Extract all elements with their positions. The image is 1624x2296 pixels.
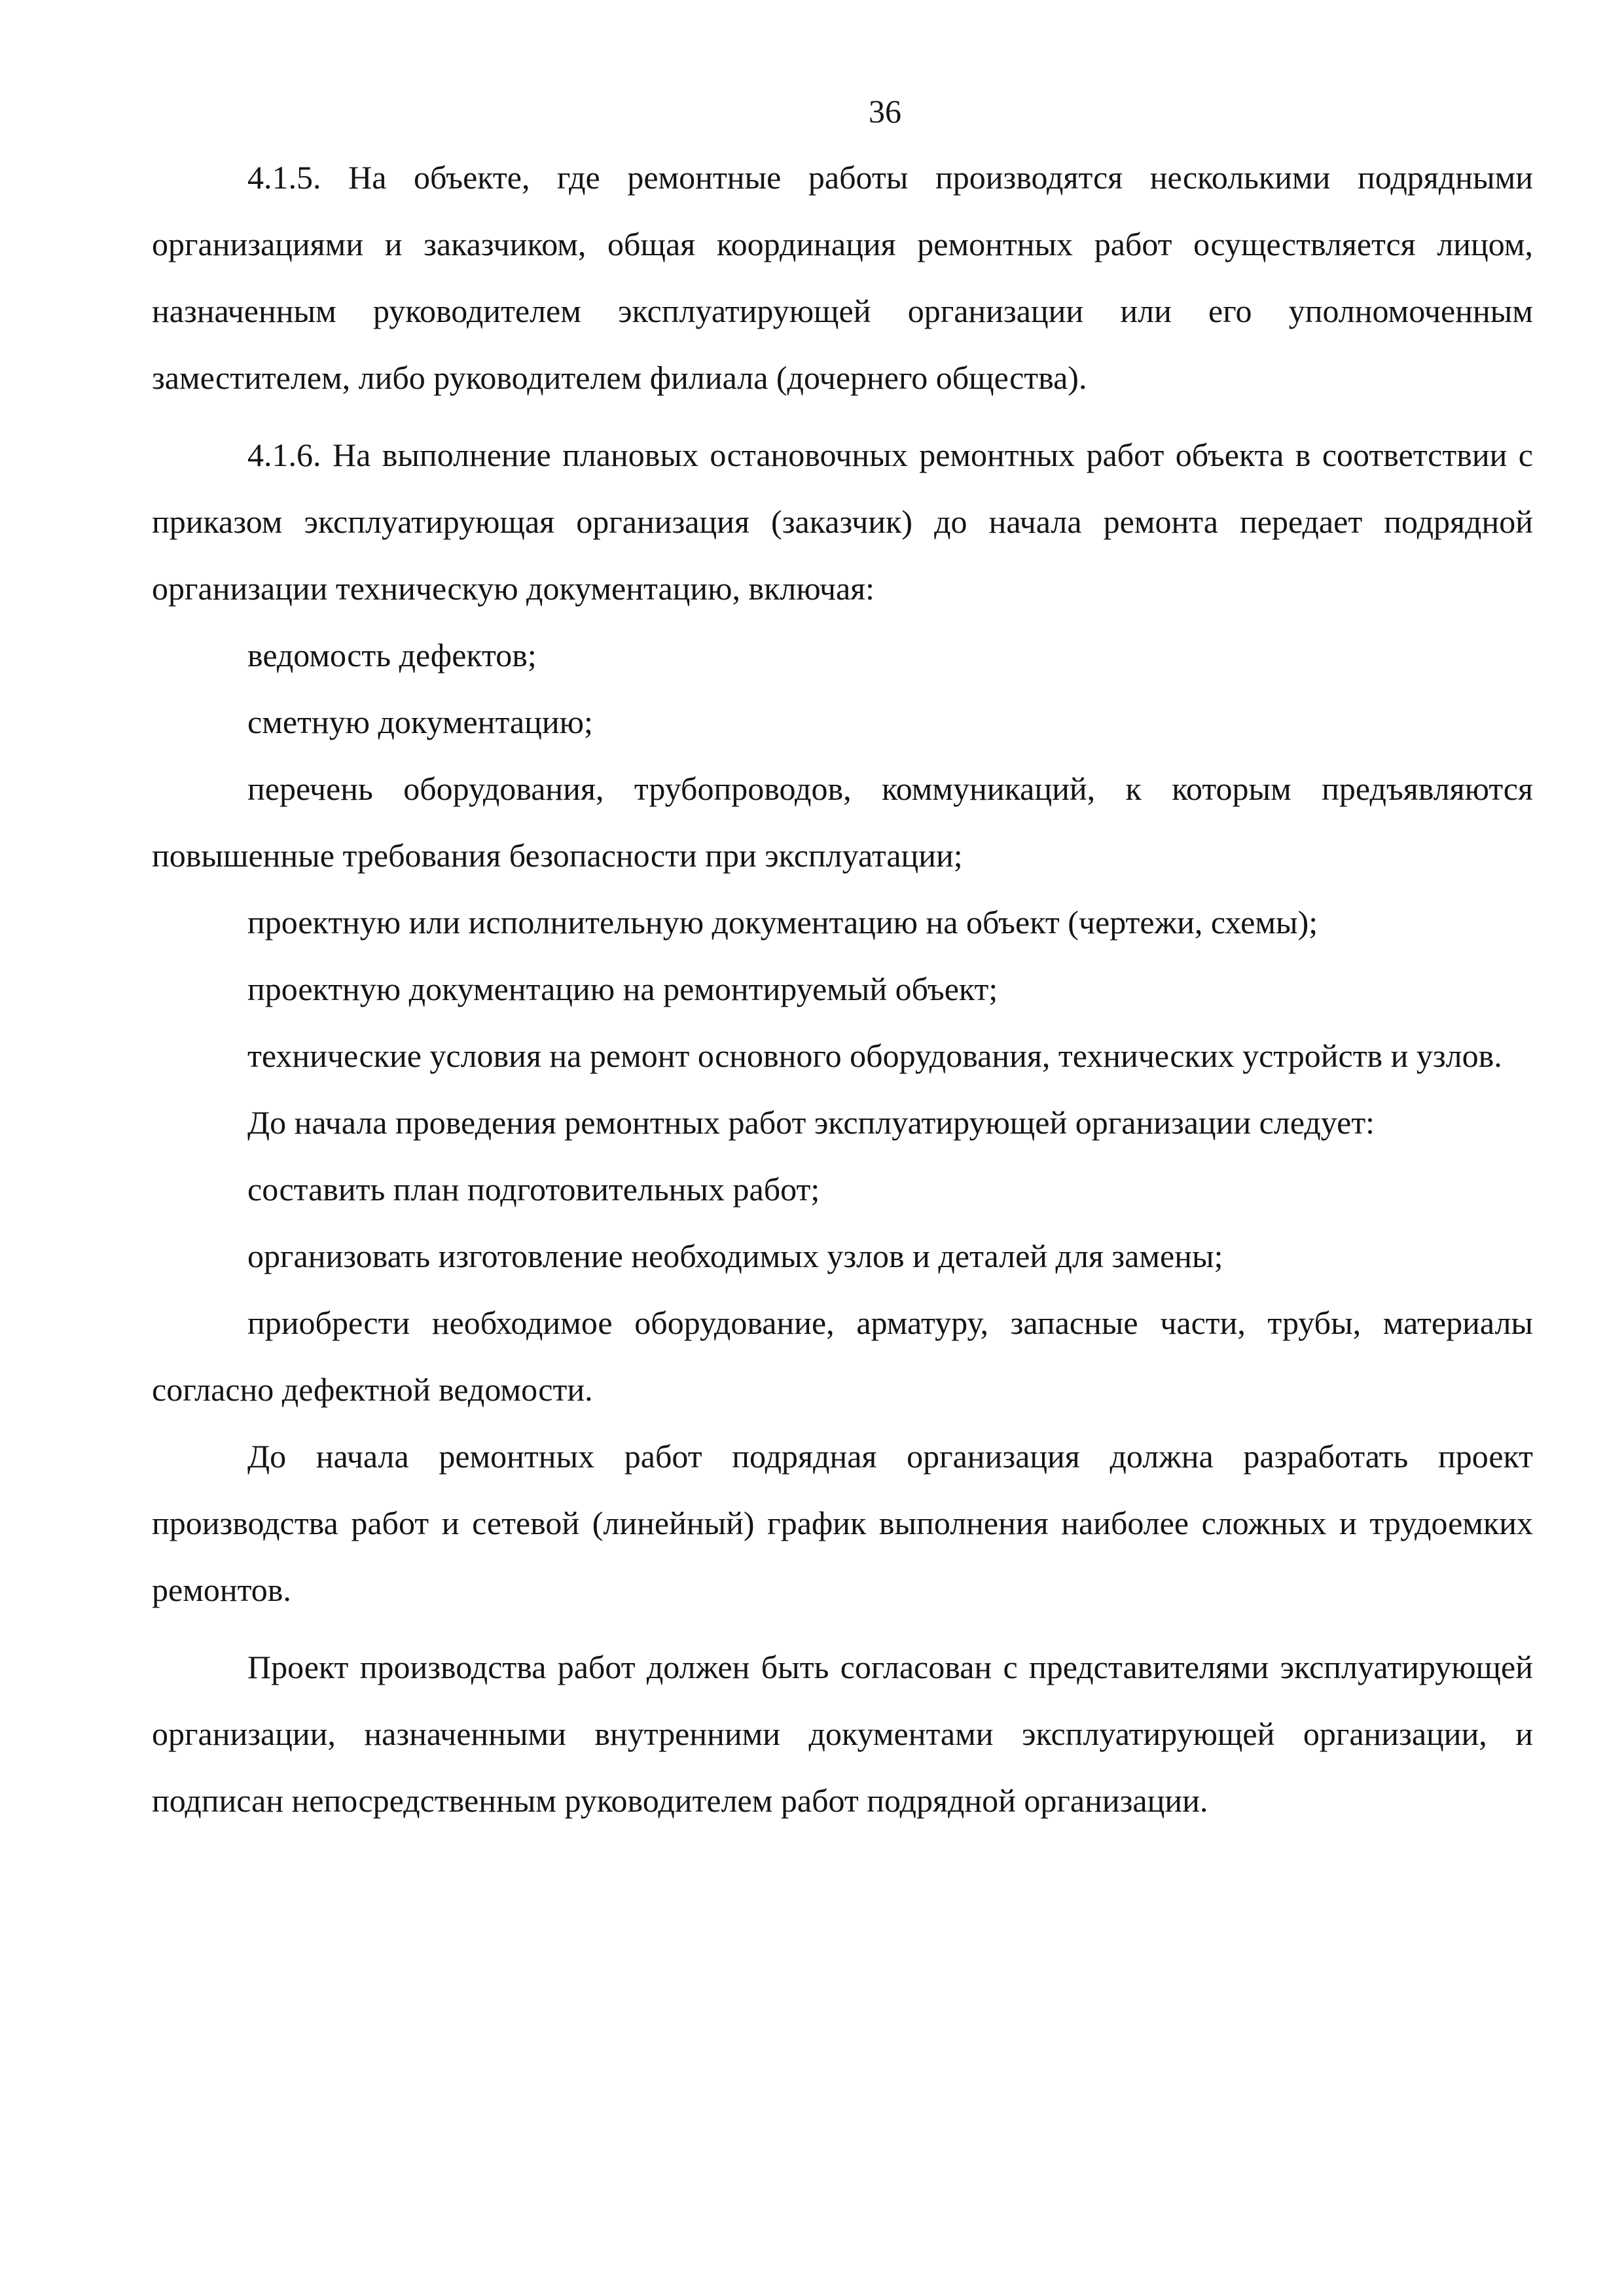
paragraph-4-1-6: 4.1.6. На выполнение плановых остановочных ремонтных работ объекта в соответствии с приказом эксплуатирующая организация (заказчик) до начала ремонта передает подрядной организации техническую документацию, включая: [152, 437, 1533, 607]
list-item: технические условия на ремонт основного оборудования, технических устройств и узлов. [247, 1037, 1502, 1074]
page-number: 36 [869, 93, 901, 130]
document-page [152, 92, 1533, 1834]
list-item: организовать изготовление необходимых узлов и деталей для замены; [247, 1238, 1223, 1274]
paragraph-approval: Проект производства работ должен быть согласован с представителями эксплуатирующей организации, назначенными внутренними документами эксплуатирующей организации, и подписан непосредственным руководителем работ подрядной организации. [152, 1649, 1533, 1819]
paragraph-before-repair: До начала проведения ремонтных работ эксплуатирующей организации следует: [247, 1104, 1375, 1141]
list-item: перечень оборудования, трубопроводов, коммуникаций, к которым предъявляются повышенные требования безопасности при эксплуатации; [152, 770, 1533, 874]
list-item: проектную документацию на ремонтируемый объект; [247, 971, 998, 1007]
paragraph-contractor: До начала ремонтных работ подрядная организация должна разработать проект производства работ и сетевой (линейный) график выполнения наиболее сложных и трудоемких ремонтов. [152, 1438, 1533, 1608]
paragraph-4-1-5: 4.1.5. На объекте, где ремонтные работы производятся несколькими подрядными организациями и заказчиком, общая координация ремонтных работ осуществляется лицом, назначенным руководителем эксплуатирующей организации или его уполномоченным заместителем, либо руководителем филиала (дочернего общества). [152, 159, 1533, 396]
list-item: приобрести необходимое оборудование, арматуру, запасные части, трубы, материалы согласно дефектной ведомости. [152, 1304, 1533, 1408]
list-item: составить план подготовительных работ; [247, 1171, 820, 1208]
list-item: ведомость дефектов; [247, 637, 537, 673]
list-item: проектную или исполнительную документацию на объект (чертежи, схемы); [247, 904, 1318, 941]
paragraph-gap [152, 1623, 1533, 1634]
paragraph-gap [152, 411, 1533, 422]
list-item: сметную документацию; [247, 704, 593, 740]
